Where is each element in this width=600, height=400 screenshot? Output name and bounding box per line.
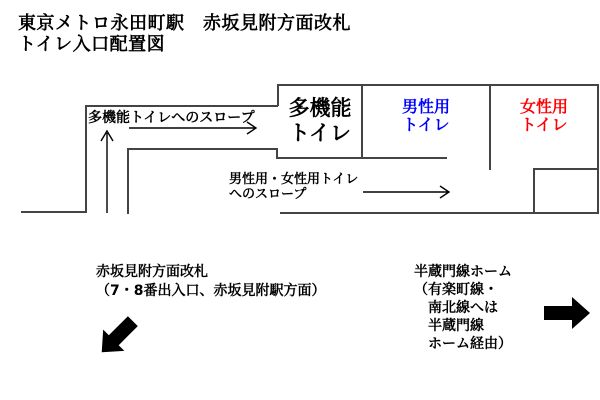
page-title-line-1: 東京メトロ永田町駅 赤坂見附方面改札 [18,13,351,34]
room-label-mens-line-1: 男性用 [401,97,450,116]
room-label-mens-toilet [362,98,490,134]
gate-destination-line-2: （7・8番出入口、赤坂見附駅方面） [96,283,326,299]
room-label-womens-line-2: トイレ [520,115,568,134]
room-label-womens-line-1: 女性用 [519,97,568,116]
slope-up-arrow-icon [101,131,113,213]
room-label-multifunction-line-2: トイレ [289,121,351,145]
gate-direction-arrow-icon [91,311,143,363]
mens-womens-slope-label-line-2: へのスロープ [229,187,307,202]
room-label-multifunction-line-1: 多機能 [288,96,352,120]
wall-womens-nook [534,169,598,213]
page-title-line-2: トイレ入口配置図 [18,34,166,55]
mens-womens-slope-arrow-icon [363,186,449,198]
platform-destination-line-2: （有楽町線・ [414,282,498,298]
wall-corridor-inner [128,149,277,158]
room-label-multifunction-toilet [278,96,362,146]
room-label-womens-toilet [490,98,598,134]
page-title [18,13,351,55]
platform-destination-line-4: 半蔵門線 [428,318,484,334]
platform-destination-line-3: 南北線へは [428,300,498,316]
room-label-mens-line-2: トイレ [402,115,450,134]
mens-womens-slope-label [229,172,358,202]
mens-womens-slope-label-line-1: 男性用・女性用トイレ [229,172,359,187]
gate-destination-line-1: 赤坂見附方面改札 [96,264,208,280]
platform-destination-label [414,263,512,353]
platform-destination-line-1: 半蔵門線ホーム [414,264,512,280]
multifunction-slope-label: 多機能トイレへのスロープ [88,110,255,126]
gate-destination-label [96,263,325,301]
platform-direction-arrow-icon [544,297,590,329]
platform-destination-line-5: ホーム経由） [428,336,512,352]
